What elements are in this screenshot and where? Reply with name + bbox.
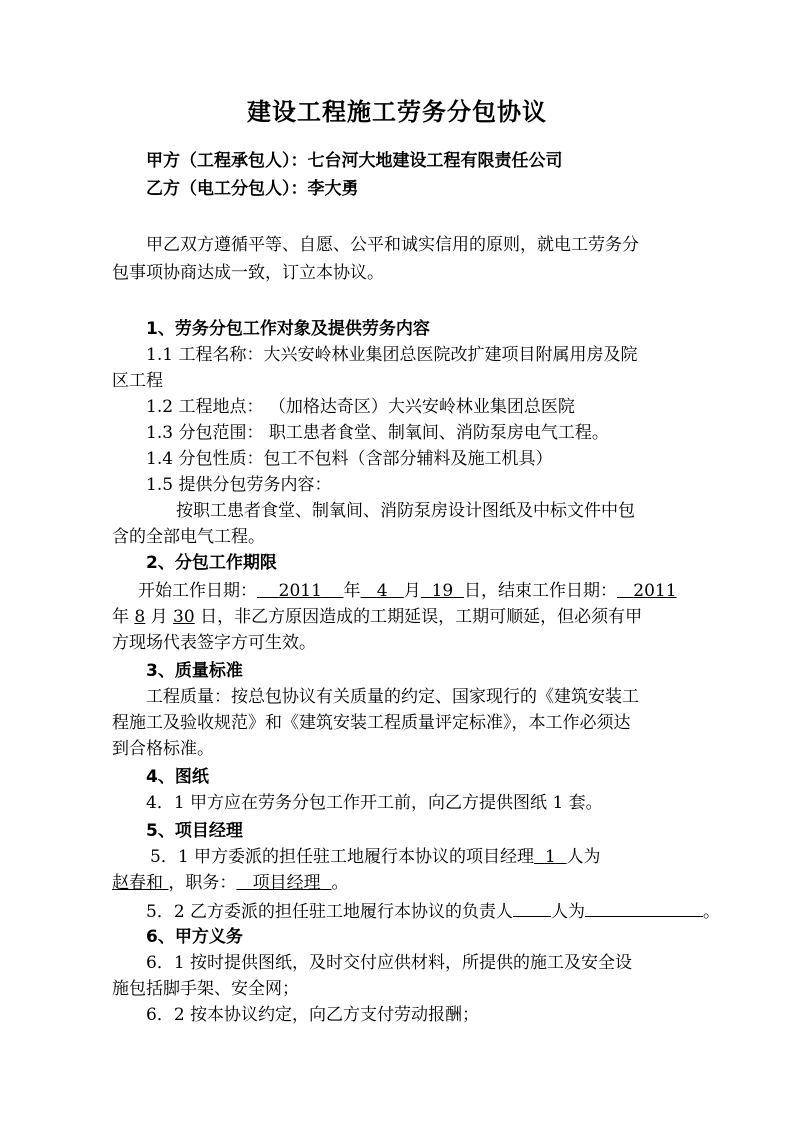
- intro-line-1: 甲乙双方遵循平等、自愿、公平和诚实信用的原则，就电工劳务分: [146, 235, 639, 255]
- quality-line-3: 到合格标准。: [112, 739, 214, 759]
- year-char: 年: [343, 581, 361, 601]
- end-day: 30: [173, 607, 195, 627]
- end-year: 2011: [633, 581, 677, 601]
- month-char: 月: [403, 581, 421, 601]
- work-period-note-1: 日，非乙方原因造成的工期延误，工期可顺延，但必须有甲: [200, 607, 643, 627]
- work-period-start: [138, 580, 677, 602]
- clause-1-4: 1.4 分包性质：包工不包料（含部分辅料及施工机具）: [146, 449, 553, 469]
- start-day: 19: [431, 581, 454, 601]
- section-1-heading: 1、劳务分包工作对象及提供劳务内容: [146, 319, 430, 339]
- section-5-heading: 5、项目经理: [146, 821, 243, 841]
- clause-1-5b: 含的全部电气工程。: [112, 527, 265, 547]
- clause-4-1: 4．1 甲方应在劳务分包工作开工前，向乙方提供图纸 1 套。: [146, 793, 603, 813]
- section-2-heading: 2、分包工作期限: [146, 553, 277, 573]
- clause-1-5: 1.5 提供分包劳务内容：: [146, 475, 332, 495]
- title-label: ，职务：: [168, 873, 237, 893]
- section-6-heading: 6、甲方义务: [146, 927, 243, 947]
- person-char: 人为: [566, 847, 601, 867]
- intro-line-2: 包事项协商达成一致，订立本协议。: [112, 263, 384, 283]
- quality-line-1: 工程质量：按总包协议有关质量的约定、国家现行的《建筑安装工: [146, 687, 639, 707]
- clause-5-2-text: 5．2 乙方委派的担任驻工地履行本协议的负责人: [146, 902, 514, 922]
- clause-5-1b: [112, 872, 348, 894]
- clause-5-1-end: 。: [331, 873, 349, 893]
- clause-1-1a: 1.1 工程名称：大兴安岭林业集团总医院改扩建项目附属用房及院: [146, 345, 638, 365]
- person-char-2: 人为: [551, 902, 586, 922]
- clause-5-1a: [150, 846, 601, 868]
- responsible-count-blank[interactable]: [513, 898, 551, 917]
- manager-name: 赵春和: [112, 873, 163, 893]
- document-title: 建设工程施工劳务分包协议: [247, 98, 547, 126]
- party-b: 乙方（电工分包人）：李大勇: [146, 179, 359, 199]
- clause-5-2: [146, 898, 720, 923]
- year-char-2: 年: [112, 607, 129, 627]
- clause-6-1a: 6．1 按时提供图纸，及时交付应供材料，所提供的施工及安全设: [146, 953, 633, 973]
- party-a: 甲方（工程承包人）：七台河大地建设工程有限责任公司: [146, 151, 563, 171]
- month-char-2: 月: [150, 607, 168, 627]
- quality-line-2: 程施工及验收规范》和《建筑安装工程质量评定标准》，本工作必须达: [112, 713, 631, 733]
- end-month: 8: [134, 607, 146, 627]
- clause-1-5a: 按职工患者食堂、制氧间、消防泵房设计图纸及中标文件中包: [176, 501, 635, 521]
- manager-count: 1: [544, 847, 556, 867]
- clause-1-1b: 区工程: [112, 371, 163, 391]
- start-year: 2011: [278, 581, 322, 601]
- manager-title: 项目经理: [252, 873, 321, 893]
- clause-6-1b: 施包括脚手架、安全网；: [112, 979, 299, 999]
- clause-1-3: 1.3 分包范围： 职工患者食堂、制氧间、消防泵房电气工程。: [146, 423, 609, 443]
- responsible-name-blank[interactable]: [585, 898, 703, 917]
- clause-6-2: 6．2 按本协议约定，向乙方支付劳动报酬；: [146, 1005, 480, 1025]
- clause-1-2: 1.2 工程地点： （加格达奇区）大兴安岭林业集团总医院: [146, 397, 575, 417]
- work-period-end: [112, 606, 642, 628]
- start-date-label: 开始工作日期：: [138, 581, 257, 601]
- section-4-heading: 4、图纸: [146, 767, 209, 787]
- clause-5-2-end: 。: [703, 902, 721, 922]
- start-month: 4: [376, 581, 388, 601]
- end-date-label: 日，结束工作日期：: [464, 581, 618, 601]
- work-period-note-2: 方现场代表签字方可生效。: [112, 633, 316, 653]
- clause-5-1-text: 5．1 甲方委派的担任驻工地履行本协议的项目经理: [150, 847, 535, 867]
- section-3-heading: 3、质量标准: [146, 661, 243, 681]
